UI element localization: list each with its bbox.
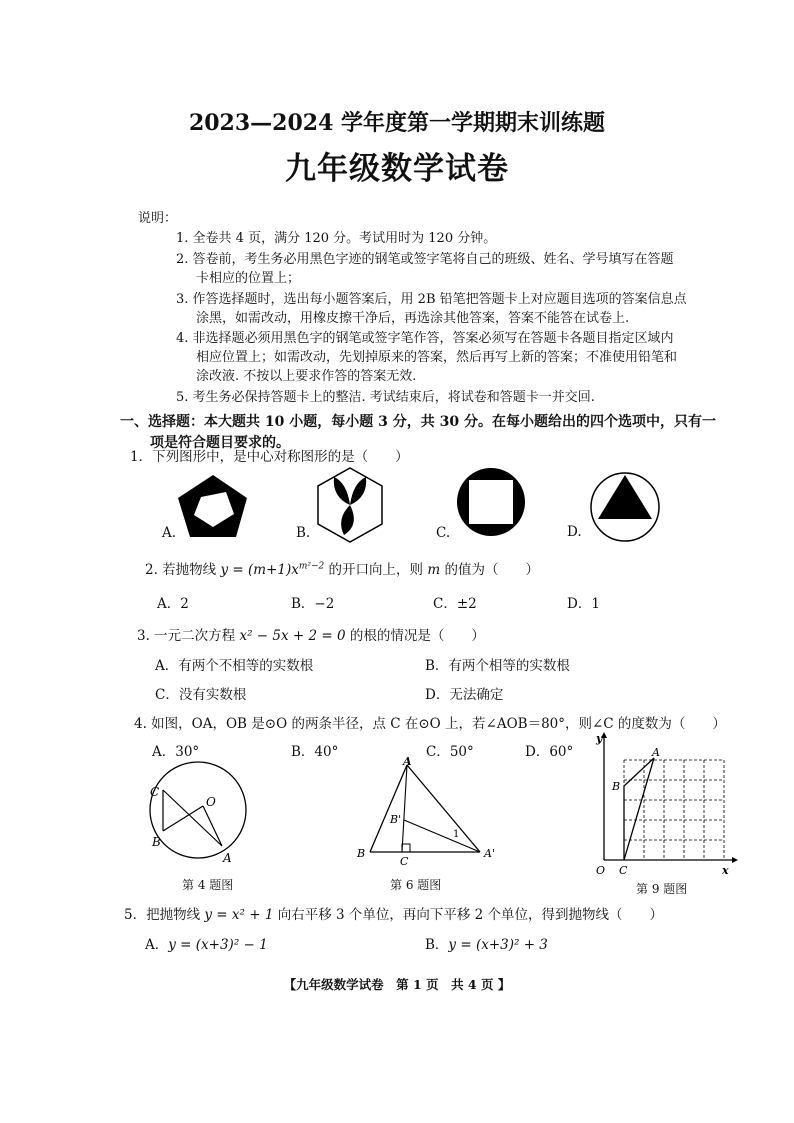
fig9-label-o: O (596, 864, 606, 877)
question-5-option-b-formula: y = (x+3)² + 3 (448, 937, 548, 953)
question-5-option-b-label: B． (425, 937, 449, 953)
fig6-label-b: B (357, 847, 366, 860)
question-2-option-c: C．±2 (433, 596, 477, 612)
question-4-option-d: D．60° (525, 744, 574, 760)
instruction-line: 5. 考生务必保持答题卡上的整洁. 考试结束后，将试卷和答题卡一并交回. (176, 390, 595, 405)
question-5-stem-pre: 5．把抛物线 (124, 907, 205, 923)
figure-4-circle-diagram (140, 758, 260, 873)
instruction-line: 涂改液. 不按以上要求作答的答案无效. (196, 369, 417, 384)
question-5-option-a (145, 933, 268, 953)
figure-c-circle-square (457, 468, 525, 536)
fig9-label-a: A (652, 746, 660, 759)
instruction-line: 2. 答卷前，考生务必用黑色字迹的钢笔或签字笔将自己的班级、姓名、学号填写在答题 (176, 252, 674, 267)
figure-6-caption: 第 6 题图 (390, 878, 442, 892)
fig4-label-a: A (223, 851, 232, 865)
question-2-formula: y = (m+1)x (220, 562, 299, 578)
question-3-option-d: D．无法确定 (425, 687, 504, 703)
question-5-option-a-formula: y = (x+3)² − 1 (168, 937, 268, 953)
fig4-label-c: C (150, 785, 160, 799)
question-3-option-c: C．没有实数根 (155, 687, 247, 703)
question-4-option-c: C．50° (426, 744, 474, 760)
fig4-label-o: O (206, 795, 216, 809)
section-heading: 一、选择题：本大题共 10 小题，每小题 3 分，共 30 分。在每小题给出的四个选项中，只有一 (120, 414, 716, 430)
figure-9-grid-diagram (588, 728, 738, 880)
page-footer: 【九年级数学试卷 第 1 页 共 4 页 】 (283, 977, 511, 992)
instructions-label: 说明： (138, 211, 178, 226)
fig6-label-a: A (403, 755, 412, 768)
fig6-label-c: C (400, 855, 409, 867)
exam-title-line2: 九年级数学试卷 (285, 151, 509, 187)
question-5-stem-post: 向右平移 3 个单位，再向下平移 2 个单位，得到抛物线（ ） (273, 907, 664, 923)
question-1-option-c: C. (436, 525, 451, 541)
question-1-option-a: A. (162, 525, 177, 541)
question-4-stem: 4. 如图，OA，OB 是⊙O 的两条半径，点 C 在⊙O 上，若∠AOB＝80°，则∠C 的度数为（ ） (134, 716, 726, 732)
section-heading-cont: 项是符合题目要求的。 (150, 435, 290, 451)
question-3-stem-post: 的根的情况是（ ） (345, 628, 485, 644)
question-1-option-b: B. (296, 525, 311, 541)
question-2-stem (145, 558, 539, 578)
question-2-stem-post: 的开口向上，则 (324, 562, 428, 578)
question-1-stem: 1．下列图形中，是中心对称图形的是（ ） (130, 449, 409, 465)
exam-title-line1: 2023—2024 学年度第一学期期末训练题 (188, 110, 606, 136)
question-3-stem-pre: 3. 一元二次方程 (137, 628, 240, 644)
question-2-variable: m (427, 562, 441, 578)
fig9-label-b: B (612, 780, 621, 793)
question-5-option-a-label: A． (145, 937, 169, 953)
fig9-label-x: x (722, 864, 729, 877)
question-2-stem-end: 的值为（ ） (440, 562, 539, 578)
figure-a-pentagon (178, 475, 247, 537)
fig9-label-c: C (619, 864, 628, 877)
instruction-line: 涂黑，如需改动，用橡皮擦干净后，再选涂其他答案，答案不能答在试卷上. (196, 311, 630, 326)
question-5-formula: y = x² + 1 (204, 907, 274, 923)
question-2-option-a: A．2 (157, 596, 189, 612)
instruction-line: 3. 作答选择题时，选出每小题答案后，用 2B 铅笔把答题卡上对应题目选项的答案信息点 (176, 292, 687, 307)
question-3-formula: x² − 5x + 2 = 0 (239, 628, 346, 644)
question-5-stem (124, 903, 663, 923)
instruction-line: 4. 非选择题必须用黑色字的钢笔或签字笔作答，答案必须写在答题卡各题目指定区域内 (176, 331, 674, 346)
question-2-stem-pre: 2. 若抛物线 (145, 562, 221, 578)
question-5-option-b (425, 933, 548, 953)
figure-4-caption: 第 4 题图 (182, 878, 234, 892)
instruction-line: 卡相应的位置上； (196, 271, 301, 286)
question-3-option-b: B．有两个相等的实数根 (425, 658, 570, 674)
question-4-option-a: A．30° (152, 744, 200, 760)
fig6-label-1: 1 (453, 829, 460, 840)
question-4-option-b: B．40° (291, 744, 339, 760)
figure-6-triangle-diagram (352, 755, 502, 867)
question-3-option-a: A．有两个不相等的实数根 (155, 658, 314, 674)
fig9-label-y: y (596, 732, 603, 745)
question-2-option-d: D．1 (567, 596, 600, 612)
figure-d-circle-triangle (591, 473, 659, 541)
figure-9-caption: 第 9 题图 (636, 882, 688, 896)
instruction-line: 相应位置上；如需改动，先划掉原来的答案，然后再写上新的答案；不准使用铅笔和 (196, 350, 678, 365)
fig6-label-b-prime: B' (390, 813, 402, 826)
question-1-option-d: D. (567, 524, 582, 540)
fig4-label-b: B (152, 835, 161, 849)
fig6-label-a-prime: A' (484, 847, 495, 860)
question-2-option-b: B．−2 (291, 596, 335, 612)
question-3-stem (137, 624, 485, 644)
figure-b-hexagon (318, 468, 382, 542)
question-2-exponent: m²−2 (298, 561, 325, 572)
instruction-line: 1. 全卷共 4 页，满分 120 分。考试用时为 120 分钟。 (176, 231, 497, 246)
